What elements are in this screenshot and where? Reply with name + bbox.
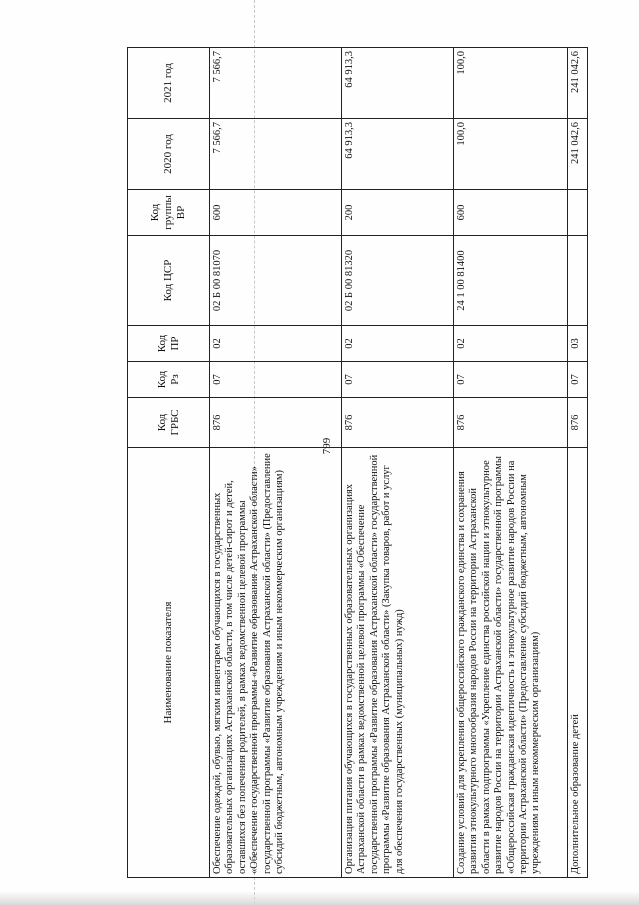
header-grbs: Код ГРБС xyxy=(128,398,210,448)
row-rz: 07 xyxy=(454,362,568,398)
row-2021: 7 566,7 xyxy=(210,48,342,119)
table-row xyxy=(210,48,342,878)
row-grbs: 876 xyxy=(210,398,342,448)
row-grbs: 876 xyxy=(342,398,454,448)
row-pr: 03 xyxy=(568,326,588,362)
row-rz: 07 xyxy=(568,362,588,398)
row-csr: 24 1 00 81400 xyxy=(454,236,568,326)
row-pr: 02 xyxy=(454,326,568,362)
row-rz: 07 xyxy=(342,362,454,398)
row-csr: 02 Б 00 81320 xyxy=(342,236,454,326)
row-csr: 02 Б 00 81070 xyxy=(210,236,342,326)
page-number: 799 xyxy=(321,437,333,455)
row-name: Организация питания обучающихся в государственных образовательных организациях Астраханской области в рамках ведомственной целевой программы «Обеспечение государственной программы «Развитие образования Астраханской области» государственной программы «Развитие образования Астраханской области» (Закупка товаров, работ и услуг для обеспечения государственных (муниципальных) нужд) xyxy=(342,448,454,878)
rotated-table-container xyxy=(127,48,587,878)
row-2020: 241 042,6 xyxy=(568,119,588,190)
scan-edge-shadow xyxy=(0,891,639,905)
row-rz: 07 xyxy=(210,362,342,398)
table-row xyxy=(454,48,568,878)
header-csr: Код ЦСР xyxy=(128,236,210,326)
header-rz: Код Рз xyxy=(128,362,210,398)
row-grbs: 876 xyxy=(568,398,588,448)
row-2020: 7 566,7 xyxy=(210,119,342,190)
table-row xyxy=(342,48,454,878)
row-2020: 64 913,3 xyxy=(342,119,454,190)
budget-table xyxy=(127,47,588,878)
row-2021: 241 042,6 xyxy=(568,48,588,119)
row-2021: 64 913,3 xyxy=(342,48,454,119)
row-name: Создание условий для укрепления общероссийского гражданского единства и сохранения развития этнокультурного многообразия народов России на территории Астраханской области в рамках подпрограммы «Укрепление единства российской нации и этнокультурное развитие народов России на территории Астраханской области» государственной программы «Общероссийская гражданская идентичность и этнокультурное развитие народов России на территории Астраханской области» (Предоставление субсидий бюджетным, автономным учреждениям и иным некоммерческим организациям) xyxy=(454,448,568,878)
row-csr xyxy=(568,236,588,326)
row-vr: 600 xyxy=(210,190,342,236)
row-vr: 600 xyxy=(454,190,568,236)
row-vr: 200 xyxy=(342,190,454,236)
header-pr: Код ПР xyxy=(128,326,210,362)
row-2021: 100,0 xyxy=(454,48,568,119)
row-grbs: 876 xyxy=(454,398,568,448)
row-name: Дополнительное образование детей xyxy=(568,448,588,878)
header-2020: 2020 год xyxy=(128,119,210,190)
table-header-row xyxy=(128,48,210,878)
header-2021: 2021 год xyxy=(128,48,210,119)
table-row xyxy=(568,48,588,878)
row-name: Обеспечение одеждой, обувью, мягким инвентарем обучающихся в государственных образовательных организациях Астраханской области, в том числе детей-сирот и детей, оставшихся без попечения родителей, в рамках ведомственной целевой программы «Обеспечение государственной программы «Развитие образования Астраханской области» государственной программы «Развитие образования Астраханской области» (Предоставление субсидий бюджетным, автономным учреждениям и иным некоммерческим организациям) xyxy=(210,448,342,878)
row-vr xyxy=(568,190,588,236)
header-vr: Код группы ВР xyxy=(128,190,210,236)
header-name: Наименование показателя xyxy=(128,448,210,878)
row-pr: 02 xyxy=(210,326,342,362)
row-2020: 100,0 xyxy=(454,119,568,190)
row-pr: 02 xyxy=(342,326,454,362)
